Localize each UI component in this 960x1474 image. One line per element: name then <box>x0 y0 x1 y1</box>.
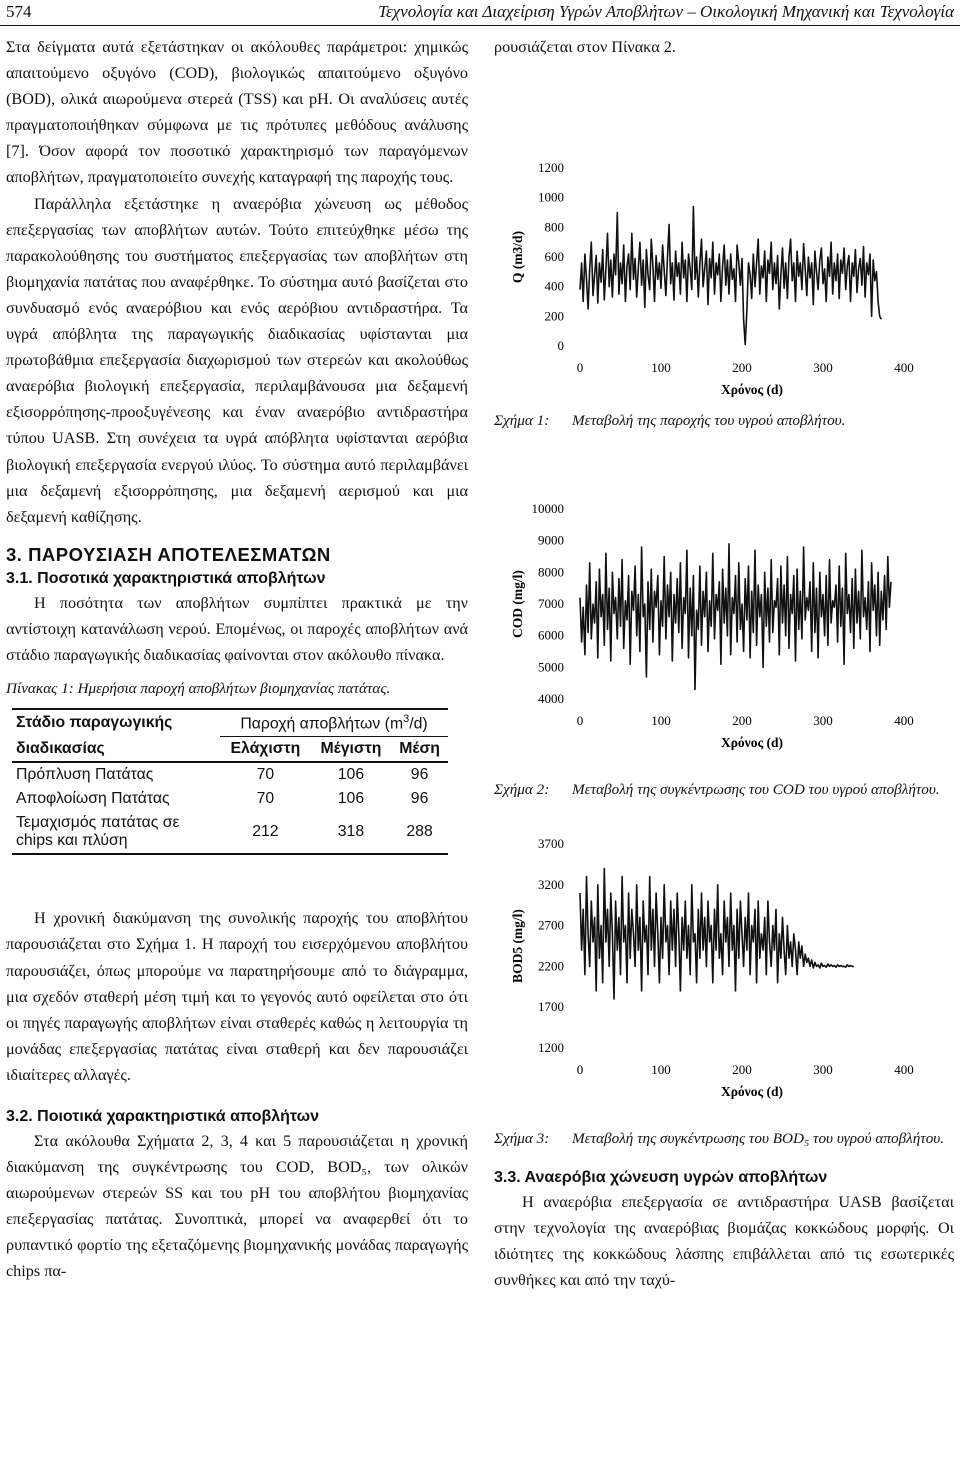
x-tick-label: 400 <box>894 713 914 729</box>
x-tick-label: 100 <box>651 360 671 376</box>
table-header-mean: Μέση <box>391 737 448 763</box>
x-axis-label: Χρόνος (d) <box>720 735 784 751</box>
page-number: 574 <box>6 2 32 21</box>
running-header <box>0 0 960 26</box>
subsection-heading-qualitative: 3.2. Ποιοτικά χαρακτηριστικά αποβλήτων <box>6 1107 320 1125</box>
y-axis-label: Q (m3/d) <box>510 231 525 284</box>
y-axis-label: COD (mg/l) <box>510 570 525 639</box>
table-cell-stage: Πρόπλυση Πατάτας <box>16 766 154 784</box>
y-tick-label: 2200 <box>538 958 564 974</box>
y-tick-label: 9000 <box>538 532 564 548</box>
bod-chart <box>494 810 954 1128</box>
table-cell-min: 70 <box>256 766 275 784</box>
x-tick-label: 100 <box>651 713 671 729</box>
y-axis-label: BOD5 (mg/l) <box>510 909 525 984</box>
x-tick-label: 200 <box>732 713 752 729</box>
figure-3-text: Μεταβολή της συγκέντρωσης του BOD₅ του υγρού αποβλήτου. <box>572 1130 945 1148</box>
subsection-heading-quantitative: 3.1. Ποσοτικά χαρακτηριστικά αποβλήτων <box>6 569 326 587</box>
y-tick-label: 5000 <box>538 659 564 675</box>
y-tick-label: 1200 <box>538 1040 564 1056</box>
figure-1-label: Σχήμα 1: <box>494 412 550 430</box>
cod-chart <box>494 449 954 779</box>
figure-2 <box>494 449 954 779</box>
paragraph-quality: Στα ακόλουθα Σχήματα 2, 3, 4 και 5 παρουσιάζεται η χρονική διακύμανση της συγκέντρωσης του COD, BOD₅, των ολικών αιωρούμενων στερεών SS και του pH του αποβλήτου βιομηχανίας επεξεργασίας πατάτας. Συνοπτικά, μπορεί να αναφερθεί ότι το ρυπαντικό φορτίο της εξεταζόμενης βιομηχανικής μονάδας παραγωγής chips πα- <box>6 1131 468 1281</box>
y-tick-label: 1000 <box>538 189 564 205</box>
figure-3 <box>494 810 954 1128</box>
section-heading-results: 3. ΠΑΡΟΥΣΙΑΣΗ ΑΠΟΤΕΛΕΣΜΑΤΩΝ <box>6 543 331 565</box>
table-cell-stage: Τεμαχισμός πατάτας σε chips και πλύση <box>12 811 220 854</box>
figure-2-caption <box>494 779 954 800</box>
figure-1 <box>494 60 954 410</box>
paragraph-flow-variation: Η χρονική διακύμανση της συνολικής παροχής του αποβλήτου παρουσιάζεται στο Σχήμα 1. Η παροχή του εισερχόμενου αποβλήτου παρουσιάζει, όπως μπορούμε να παρατηρήσουμε από το διάγραμμα, μια σχεδόν σταθερή μέση τιμή και το γεγονός αυτό οφείλεται στο ότι οι πηγές παραγωγής αποβλήτων είναι σταθερές καθώς η λειτουργία τη μονάδας επεξεργασίας πατάτας είναι σταθερή και δεν παρουσιάζει ιδιαίτερες αλλαγές. <box>6 909 468 1084</box>
figure-1-text: Μεταβολή της παροχής του υγρού αποβλήτου. <box>572 412 846 430</box>
y-tick-label: 0 <box>557 338 564 354</box>
y-tick-label: 800 <box>544 219 564 235</box>
paragraph-anaerobic: Παράλληλα εξετάστηκε η αναερόβια χώνευση ως μέθοδος επεξεργασίας των αποβλήτων αυτών. Τούτο επιτεύχθηκε μέσω της παρακολούθησης του συστήματος επεξεργασίας των αποβλήτων στη βιομηχανία πατάτας που αναφέρθηκε. Το σύστημα αυτό βασίζεται στο συνδυασμό ενός αναερόβιου και ενός αερόβιου αντιδραστήρα. Τα υγρά απόβλητα της παραγωγικής διαδικασίας υφίστανται μια πρωτοβάθμια επεξεργασία διαχωρισμού των στερεών και ακολούθως αναερόβια βιολογική επεξεργασία, περιλαμβάνουσα μια δεξαμενή εξισορρόπησης-προοξυγένεσης και έναν αναερόβιο αντιδραστήρα τύπου UASB. Στη συνέχεια τα υγρά απόβλητα υφίστανται αερόβια βιολογική επεξεργασία ενεργού ιλύος. Το σύστημα αυτό περιλαμβάνει μια δεξαμενή εξισορρόπησης, μια δεξαμενή αερισμού και μια δεξαμενή καθίζησης. <box>6 194 468 526</box>
y-tick-label: 4000 <box>538 691 564 707</box>
table-cell-mean: 96 <box>410 766 429 784</box>
x-tick-label: 400 <box>894 360 914 376</box>
table-cell-min: 212 <box>220 811 311 854</box>
figure-1-caption <box>494 410 954 431</box>
flow-chart <box>494 60 954 410</box>
table-cell-min: 70 <box>256 790 275 808</box>
figure-2-label: Σχήμα 2: <box>494 781 550 799</box>
table-cell-max: 106 <box>337 790 365 808</box>
paragraph-samples: Στα δείγματα αυτά εξετάστηκαν οι ακόλουθες παράμετροι: χημικώς απαιτούμενο οξυγόνο (COD), βιολογικώς απαιτούμενο οξυγόνο (BOD), ολικά αιωρούμενα στερεά (TSS) και pH. Οι αναλύσεις αυτές πραγματοποιήθηκαν σύμφωνα με τις πρότυπες μεθόδους ανάλυσης [7]. Όσον αφορά τον ποσοτικό χαρακτηρισμό των παραγόμενων αποβλήτων, πραγματοποιείτο συνεχής καταγραφή της παροχής τους. <box>6 38 468 187</box>
y-tick-label: 10000 <box>531 501 564 517</box>
x-tick-label: 300 <box>813 360 833 376</box>
x-tick-label: 300 <box>813 1062 833 1078</box>
left-column <box>6 34 468 1285</box>
table-header-stage-2: διαδικασίας <box>12 737 220 763</box>
x-tick-label: 200 <box>732 1062 752 1078</box>
table-cell-mean: 96 <box>410 790 429 808</box>
subsection-heading-uasb: 3.3. Αναερόβια χώνευση υγρών αποβλήτων <box>494 1169 828 1187</box>
table-row <box>12 762 448 787</box>
y-tick-label: 400 <box>544 278 564 294</box>
header-rule <box>0 25 960 26</box>
x-tick-label: 0 <box>576 1062 584 1078</box>
y-tick-label: 3200 <box>538 876 564 892</box>
x-tick-label: 400 <box>894 1062 914 1078</box>
table-cell-max: 318 <box>311 811 391 854</box>
y-tick-label: 1700 <box>538 999 564 1015</box>
paragraph-quantity: Η ποσότητα των αποβλήτων συμπίπτει πρακτικά με την αντίστοιχη κατανάλωση νερού. Επομένως, οι παροχές αποβλήτων ανά στάδιο παραγωγικής διαδικασίας φαίνονται στον ακόλουθο πίνακα. <box>6 593 468 664</box>
x-tick-label: 100 <box>651 1062 671 1078</box>
table-row <box>12 811 448 854</box>
table-cell-stage: Αποφλοίωση Πατάτας <box>16 790 170 808</box>
y-tick-label: 2700 <box>538 917 564 933</box>
y-tick-label: 6000 <box>538 627 564 643</box>
table-cell-mean: 288 <box>391 811 448 854</box>
table-header-max: Μέγιστη <box>311 737 391 763</box>
right-column <box>494 34 954 1293</box>
y-tick-label: 7000 <box>538 596 564 612</box>
table-row <box>12 787 448 811</box>
flow-table <box>12 708 448 855</box>
table-header-stage-1: Στάδιο παραγωγικής <box>12 709 220 737</box>
paragraph-uasb: Η αναερόβια επεξεργασία σε αντιδραστήρα UASB βασίζεται στην τεχνολογία της αναερόβιας βιομάζας κοκκώδους μορφής. Οι ιδιότητες της κοκκώδους λάσπης επιβάλλεται από τις εσωτερικές συνθήκες και από την ταχύ- <box>494 1193 954 1290</box>
x-tick-label: 0 <box>576 360 584 376</box>
figure-3-label: Σχήμα 3: <box>494 1130 550 1148</box>
series-line <box>580 544 891 690</box>
running-title: Τεχνολογία και Διαχείριση Υγρών Αποβλήτων – Οικολογική Μηχανική και Τεχνολογία <box>378 2 954 21</box>
paragraph-continuation: ρουσιάζεται στον Πίνακα 2. <box>494 38 676 56</box>
x-axis-label: Χρόνος (d) <box>720 1084 784 1100</box>
x-tick-label: 300 <box>813 713 833 729</box>
figure-3-caption <box>494 1128 954 1149</box>
series-line <box>580 207 881 345</box>
y-tick-label: 3700 <box>538 836 564 852</box>
table-caption: Πίνακας 1: Ημερήσια παροχή αποβλήτων βιομηχανίας πατάτας. <box>6 680 391 698</box>
x-tick-label: 0 <box>576 713 584 729</box>
table-header-flow: Παροχή αποβλήτων $(m^3/d)$ <box>220 709 448 737</box>
y-tick-label: 8000 <box>538 564 564 580</box>
series-line <box>580 869 854 1000</box>
y-tick-label: 600 <box>544 249 564 265</box>
x-tick-label: 200 <box>732 360 752 376</box>
y-tick-label: 1200 <box>538 160 564 176</box>
y-tick-label: 200 <box>544 308 564 324</box>
table-cell-max: 106 <box>337 766 365 784</box>
figure-2-text: Μεταβολή της συγκέντρωσης του COD του υγρού αποβλήτου. <box>572 781 940 799</box>
x-axis-label: Χρόνος (d) <box>720 382 784 398</box>
table-header-min: Ελάχιστη <box>220 737 311 763</box>
